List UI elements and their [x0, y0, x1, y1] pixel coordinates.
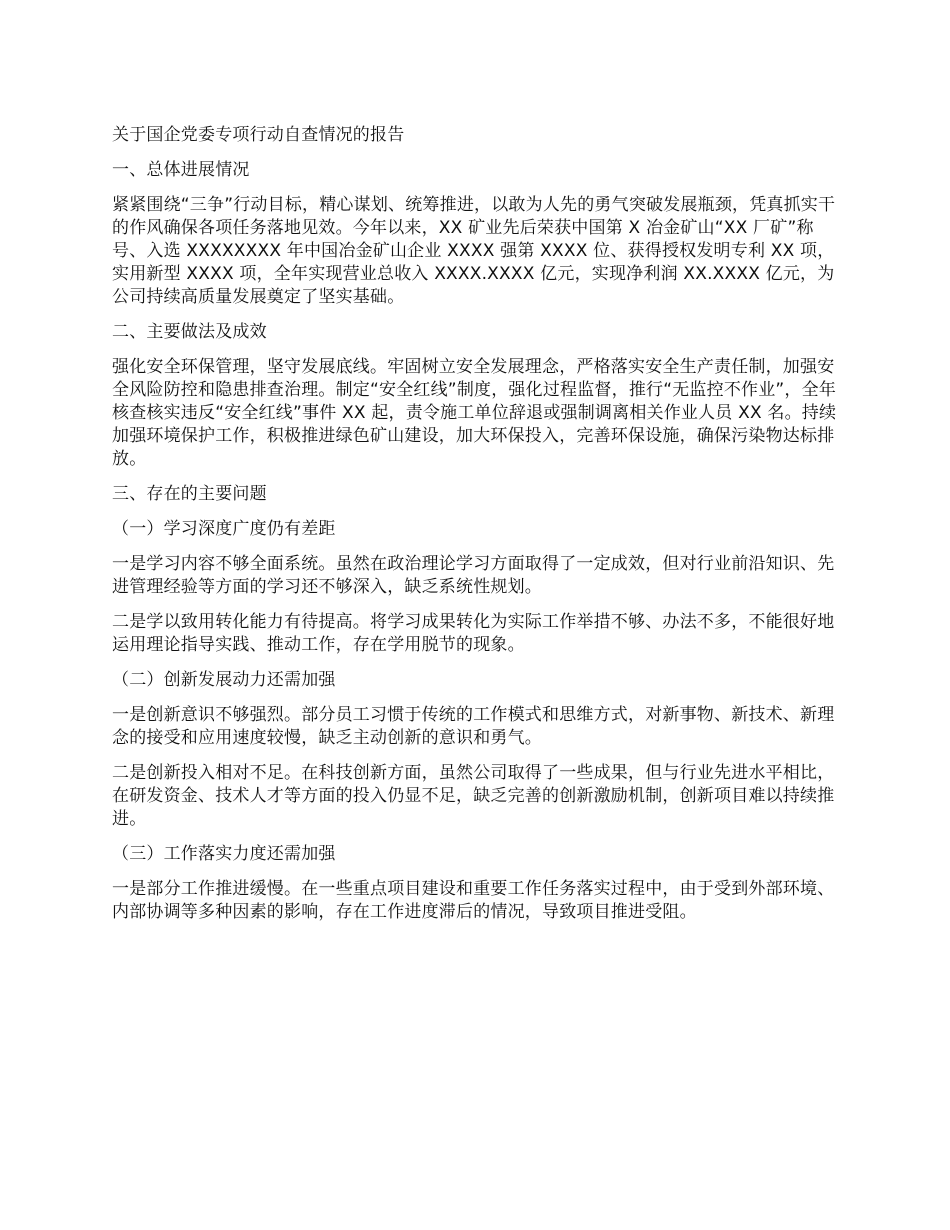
section-heading: 一、总体进展情况	[112, 160, 250, 180]
subsection-heading: （三）工作落实力度还需加强	[112, 844, 336, 864]
section-paragraph: 强化安全环保管理，坚守发展底线。牢固树立安全发展理念，严格落实安全生产责任制，加强安全风险防控和隐患排查治理。制定“安全红线”制度，强化过程监督，推行“无监控不作业”，全年核查核实违反“安全红线”事件 XX 起，责令施工单位辞退或强制调离相关作业人员 XX 名。持续加强环境保护工作，积极推进绿色矿山建设，加大环保投入，完善环保设施，确保污染物达标排放。	[112, 357, 837, 469]
subsection-point: 二是创新投入相对不足。在科技创新方面，虽然公司取得了一些成果，但与行业先进水平相比，在研发资金、技术人才等方面的投入仍显不足，缺乏完善的创新激励机制，创新项目难以持续推进。	[112, 763, 835, 829]
section-paragraph: 紧紧围绕“三争”行动目标，精心谋划、统筹推进，以敢为人先的勇气突破发展瓶颈，凭真抓实干的作风确保各项任务落地见效。今年以来，XX 矿业先后荣获中国第 X 冶金矿山“XX 厂矿”称号、入选 XXXXXXXX 年中国冶金矿山企业 XXXX 强第 XXXX 位、获得授权发明专利 XX 项，实用新型 XXXX 项，全年实现营业总收入 XXXX.XXXX 亿元，实现净利润 XX.XXXX 亿元，为公司持续高质量发展奠定了坚实基础。	[112, 195, 836, 307]
document-title: 关于国企党委专项行动自查情况的报告	[112, 125, 405, 145]
subsection-heading: （一）学习深度广度仍有差距	[112, 519, 336, 539]
section-heading: 二、主要做法及成效	[112, 322, 267, 342]
subsection-point: 一是学习内容不够全面系统。虽然在政治理论学习方面取得了一定成效，但对行业前沿知识、先进管理经验等方面的学习还不够深入，缺乏系统性规划。	[112, 554, 835, 597]
subsection-heading: （二）创新发展动力还需加强	[112, 670, 336, 690]
subsection-point: 一是部分工作推进缓慢。在一些重点项目建设和重要工作任务落实过程中，由于受到外部环境、内部协调等多种因素的影响，存在工作进度滞后的情况，导致项目推进受阻。	[112, 879, 835, 922]
section-heading: 三、存在的主要问题	[112, 484, 267, 504]
subsection-point: 二是学以致用转化能力有待提高。将学习成果转化为实际工作举措不够、办法不多，不能很好地运用理论指导实践、推动工作，存在学用脱节的现象。	[112, 612, 835, 655]
subsection-point: 一是创新意识不够强烈。部分员工习惯于传统的工作模式和思维方式，对新事物、新技术、新理念的接受和应用速度较慢，缺乏主动创新的意识和勇气。	[112, 705, 835, 748]
document-page	[112, 124, 848, 936]
